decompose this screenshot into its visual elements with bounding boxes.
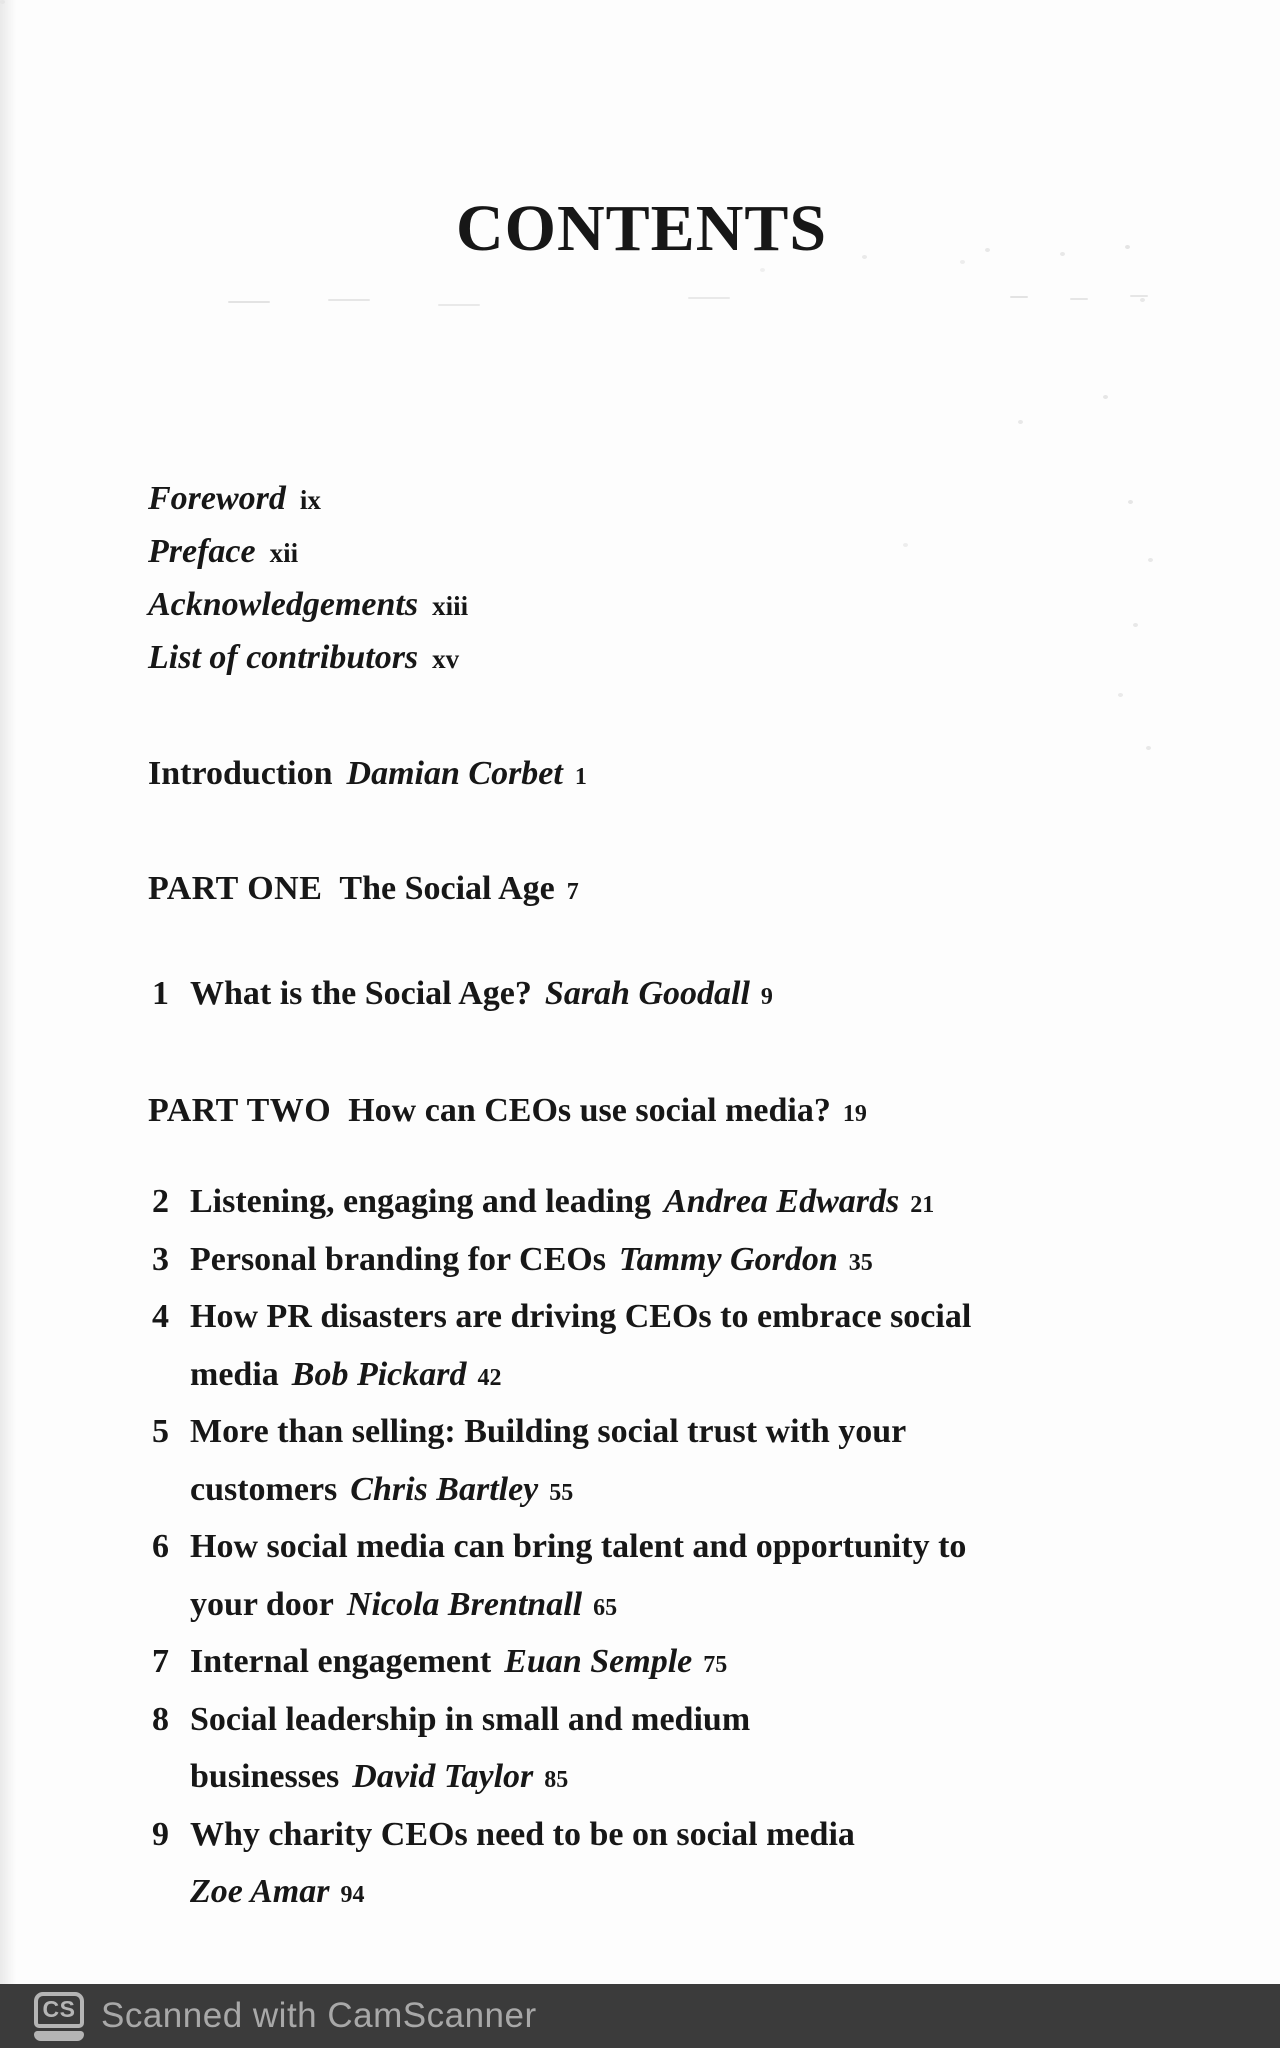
page-number: 19 bbox=[842, 1101, 867, 1127]
chapter-title: businesses bbox=[190, 1758, 340, 1795]
part-name: PART TWO bbox=[148, 1092, 332, 1129]
chapter-entry bbox=[152, 1173, 971, 1231]
author-name: Nicola Brentnall bbox=[346, 1585, 583, 1623]
chapter-number: 4 bbox=[152, 1298, 169, 1335]
chapter-title: Listening, engaging and leading bbox=[190, 1183, 652, 1220]
part-title: How can CEOs use social media? bbox=[348, 1092, 831, 1129]
front-matter-list bbox=[148, 472, 468, 684]
chapter-title: customers bbox=[190, 1470, 338, 1508]
chapter-entry bbox=[152, 1691, 971, 1749]
introduction-entry bbox=[148, 747, 587, 800]
scan-edge-shadow bbox=[0, 0, 16, 2048]
scan-artifact bbox=[1010, 296, 1028, 298]
chapter-entry-continuation bbox=[152, 1461, 971, 1519]
author-name: Bob Pickard bbox=[291, 1355, 467, 1393]
cs-logo-bar bbox=[34, 2031, 84, 2041]
introduction-label: Introduction bbox=[148, 755, 333, 792]
author-name: David Taylor bbox=[352, 1758, 534, 1795]
page-number: xii bbox=[269, 538, 299, 568]
chapter-title: How PR disasters are driving CEOs to embrace social bbox=[190, 1298, 972, 1335]
author-name: Zoe Amar bbox=[190, 1873, 330, 1910]
author-name: Chris Bartley bbox=[350, 1470, 539, 1508]
scan-artifact bbox=[0, 0, 5, 4]
chapter-number: 6 bbox=[152, 1528, 169, 1565]
chapter-number: 1 bbox=[152, 975, 169, 1012]
page-number: 55 bbox=[549, 1479, 574, 1506]
page-number: 85 bbox=[544, 1767, 569, 1793]
author-name: Tammy Gordon bbox=[618, 1240, 838, 1278]
front-matter-label: Acknowledgements bbox=[148, 586, 419, 623]
chapter-entry bbox=[152, 1288, 971, 1346]
part-name: PART ONE bbox=[148, 870, 323, 907]
chapter-title: How social media can bring talent and opportunity to bbox=[190, 1528, 967, 1565]
author-name: Andrea Edwards bbox=[664, 1183, 900, 1220]
front-matter-label: List of contributors bbox=[148, 639, 419, 676]
chapter-number: 2 bbox=[152, 1183, 169, 1220]
chapter-entry bbox=[152, 967, 773, 1020]
page-number: 21 bbox=[910, 1192, 935, 1218]
part-one-heading bbox=[148, 862, 579, 915]
page-title: CONTENTS bbox=[456, 192, 828, 265]
page-number: 94 bbox=[340, 1882, 365, 1908]
chapter-title: your door bbox=[190, 1585, 334, 1623]
chapter-entry-continuation bbox=[152, 1748, 971, 1806]
chapter-title: What is the Social Age? bbox=[190, 975, 532, 1012]
front-matter-row bbox=[148, 472, 468, 525]
page-number: 75 bbox=[703, 1652, 728, 1678]
chapter-title: media bbox=[190, 1355, 279, 1393]
page-number: 35 bbox=[848, 1249, 873, 1276]
page-number: 9 bbox=[760, 984, 773, 1010]
front-matter-row bbox=[148, 525, 468, 578]
page-number: 1 bbox=[574, 764, 587, 790]
chapter-entry bbox=[152, 1518, 971, 1576]
part-title: The Social Age bbox=[339, 870, 555, 907]
part-two-heading bbox=[148, 1084, 867, 1137]
page-number: xiii bbox=[432, 591, 469, 621]
chapter-number: 8 bbox=[152, 1700, 169, 1738]
chapter-title: Why charity CEOs need to be on social media bbox=[190, 1815, 855, 1853]
camscanner-watermark-bar bbox=[0, 1984, 1280, 2048]
chapter-entry-continuation bbox=[152, 1576, 971, 1634]
author-name: Sarah Goodall bbox=[544, 975, 750, 1012]
author-name: Euan Semple bbox=[504, 1643, 693, 1680]
chapter-title: Social leadership in small and medium bbox=[190, 1700, 751, 1738]
page-number: 65 bbox=[593, 1594, 618, 1621]
chapter-number: 9 bbox=[152, 1815, 169, 1853]
front-matter-label: Preface bbox=[148, 533, 256, 570]
chapter-title: Personal branding for CEOs bbox=[190, 1240, 606, 1278]
front-matter-label: Foreword bbox=[148, 480, 286, 517]
chapter-number: 5 bbox=[152, 1413, 169, 1450]
chapter-title: More than selling: Building social trust with your bbox=[190, 1413, 907, 1450]
page-number: 7 bbox=[566, 879, 579, 905]
chapter-entry-continuation bbox=[152, 1863, 971, 1921]
chapter-number: 3 bbox=[152, 1240, 169, 1278]
author-name: Damian Corbet bbox=[346, 755, 563, 792]
chapter-entry bbox=[152, 1633, 971, 1691]
page-number: xv bbox=[432, 644, 460, 674]
chapter-entry bbox=[152, 1231, 971, 1289]
front-matter-row bbox=[148, 631, 468, 684]
page-number: ix bbox=[299, 485, 321, 515]
chapter-title: Internal engagement bbox=[190, 1643, 492, 1680]
camscanner-logo-icon bbox=[34, 1992, 84, 2041]
front-matter-row bbox=[148, 578, 468, 631]
chapter-entry-continuation bbox=[152, 1346, 971, 1404]
chapter-number: 7 bbox=[152, 1643, 169, 1680]
chapter-entry bbox=[152, 1403, 971, 1461]
chapter-list bbox=[152, 1173, 971, 1921]
chapter-entry bbox=[152, 1806, 971, 1864]
cs-logo-text: CS bbox=[34, 1992, 84, 2028]
page-number: 42 bbox=[477, 1364, 502, 1391]
camscanner-label: Scanned with CamScanner bbox=[101, 1996, 537, 2035]
scan-artifact bbox=[228, 301, 270, 303]
